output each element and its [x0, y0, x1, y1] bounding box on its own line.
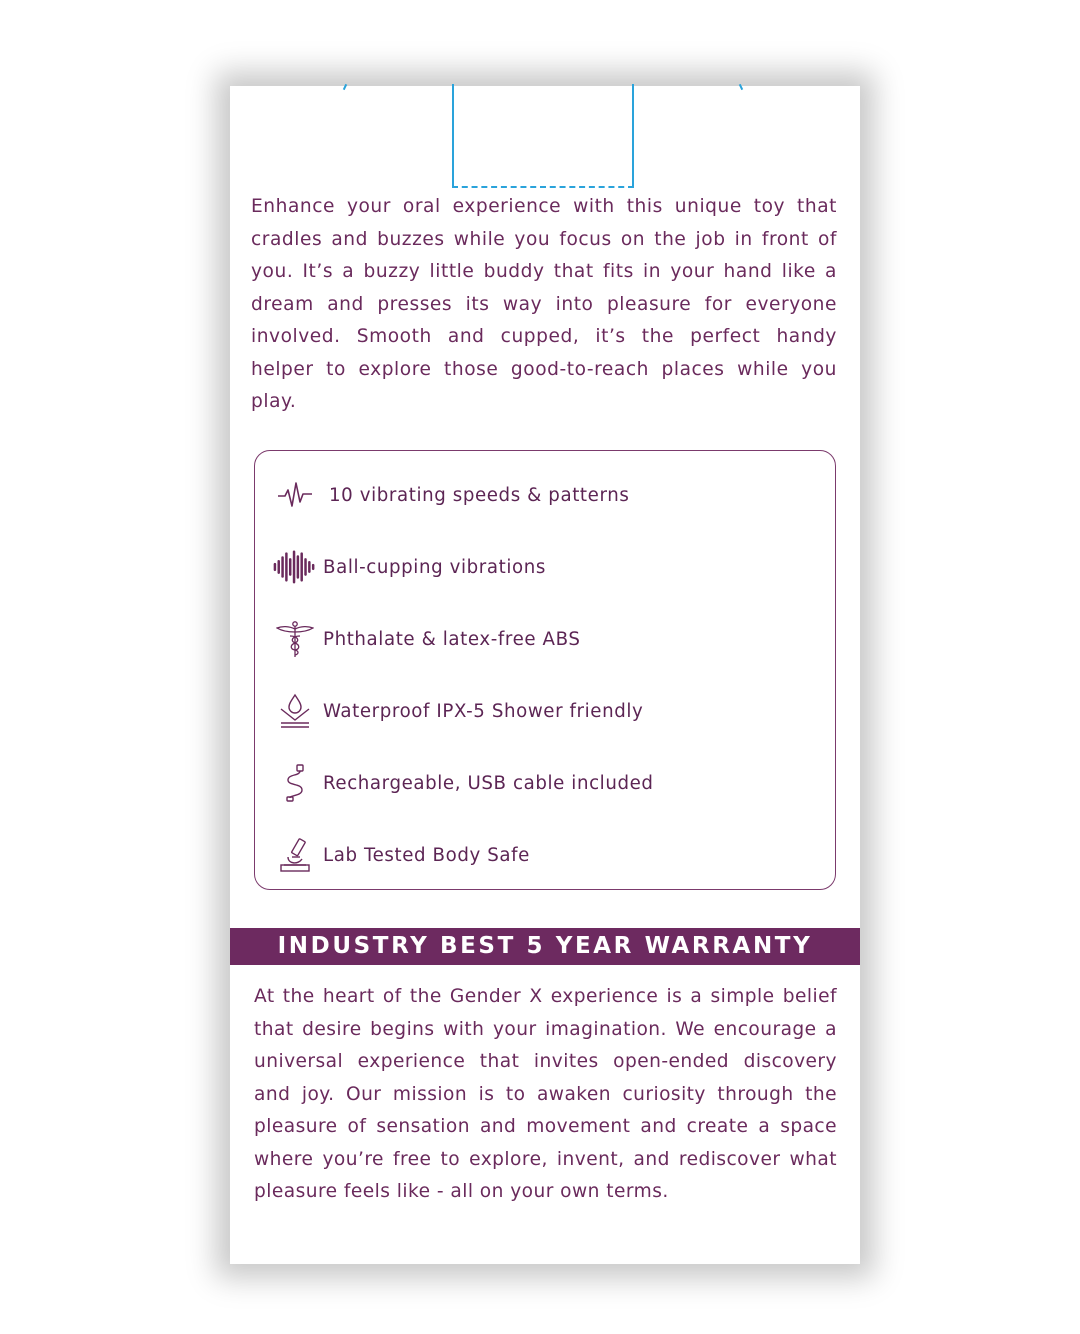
feature-item: [255, 545, 835, 589]
feature-label: Rechargeable, USB cable included: [323, 772, 654, 794]
feature-label: Waterproof IPX-5 Shower friendly: [323, 700, 644, 722]
window-corner-mark: [739, 84, 743, 90]
product-description: Enhance your oral experience with this unique toy that cradles and buzzes while you focus on the job in front of you. It’s a buzzy little buddy that fits in your hand like a dream and presses its way into pleasure for everyone involved. Smooth and cupped, it’s the perfect handy helper to explore those good-to-reach places while you play.: [251, 196, 837, 412]
feature-list: [254, 450, 836, 890]
product-window-cutout: [452, 84, 634, 188]
package-panel: [230, 86, 860, 1264]
feature-item: [255, 473, 835, 517]
feature-item: [255, 833, 835, 877]
mission-statement: At the heart of the Gender X experience is a simple belief that desire begins with your imagination. We encourage a universal experience that invites open-ended discovery and joy. Our mission is to awaken curiosity through the pleasure of sensation and movement and create a space where you’re free to explore, invent, and rediscover what pleasure feels like - all on your own terms.: [254, 986, 837, 1202]
caduceus-icon: [273, 619, 317, 659]
microscope-icon: [273, 835, 317, 875]
warranty-banner: INDUSTRY BEST 5 YEAR WARRANTY: [230, 928, 860, 965]
feature-item: [255, 689, 835, 733]
feature-label: 10 vibrating speeds & patterns: [329, 484, 630, 506]
feature-item: [255, 761, 835, 805]
feature-label: Lab Tested Body Safe: [323, 844, 530, 866]
feature-label: Phthalate & latex-free ABS: [323, 628, 581, 650]
feature-label: Ball-cupping vibrations: [323, 556, 546, 578]
window-corner-mark: [343, 84, 347, 90]
soundwave-icon: [273, 547, 317, 587]
cable-icon: [273, 763, 317, 803]
feature-item: [255, 617, 835, 661]
water-drop-icon: [273, 691, 317, 731]
pulse-icon: [273, 475, 317, 515]
